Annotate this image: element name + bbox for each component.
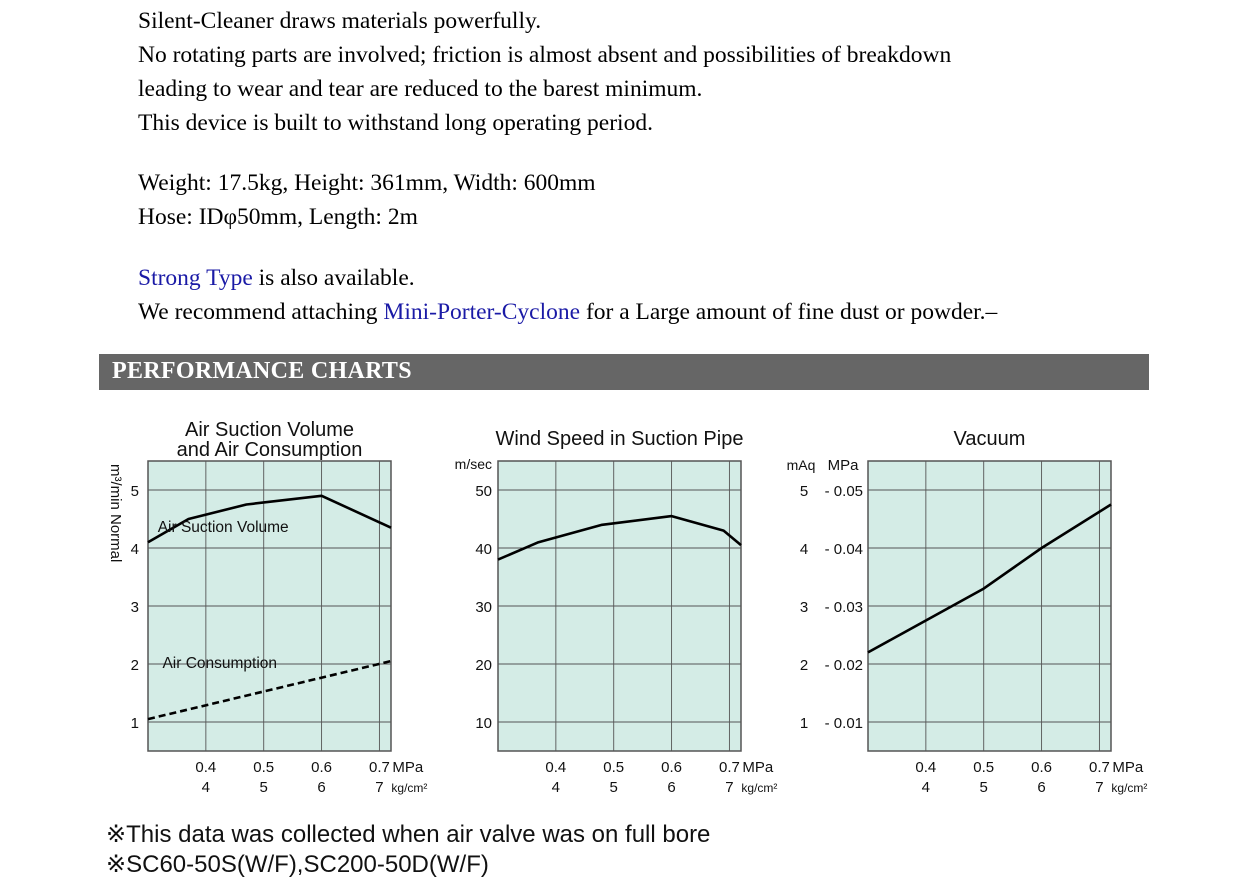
chart2-x-tick-label-kgcm2: 6 bbox=[667, 779, 676, 796]
chart3-x-tick-label: 0.5 bbox=[973, 759, 995, 776]
chart3-x-tick-label-kgcm2: 5 bbox=[979, 779, 988, 796]
chart2-x-tick-label: 0.6 bbox=[661, 759, 683, 776]
chart1-x-tick-label-kgcm2: 6 bbox=[317, 779, 326, 796]
chart1-x-unit-mpa: MPa bbox=[392, 759, 424, 776]
chart2-title: Wind Speed in Suction Pipe bbox=[495, 428, 744, 450]
recommend-pre: We recommend attaching bbox=[138, 299, 384, 325]
chart1-x-tick-label: 0.4 bbox=[195, 759, 217, 776]
recommend-line bbox=[138, 295, 1138, 329]
chart1-x-tick-label: 0.7 bbox=[368, 759, 390, 776]
chart1-title-line-1: Air Suction Volume bbox=[185, 419, 354, 441]
chart2-y-tick-label: 20 bbox=[475, 657, 492, 674]
chart3-y-tick-label-mpa: - 0.05 bbox=[824, 483, 863, 500]
performance-charts bbox=[99, 398, 1149, 808]
chart2-x-tick-label-kgcm2: 4 bbox=[551, 779, 561, 796]
chart3-y-tick-label-mpa: - 0.01 bbox=[824, 715, 863, 732]
chart2-x-tick-label: 0.4 bbox=[545, 759, 567, 776]
chart3-y-tick-label: 1 bbox=[799, 715, 809, 732]
chart1-y-tick-label: 5 bbox=[130, 483, 139, 500]
chart2-x-tick-label-kgcm2: 7 bbox=[725, 779, 734, 796]
intro-line-1: Silent-Cleaner draws materials powerfully. bbox=[138, 8, 542, 34]
chart2-y-unit-label: m/sec bbox=[454, 456, 492, 472]
strong-type-line bbox=[138, 261, 1138, 295]
chart2-y-tick-label: 10 bbox=[475, 715, 492, 732]
chart2-x-unit-mpa: MPa bbox=[742, 759, 774, 776]
section-title: PERFORMANCE CHARTS bbox=[112, 358, 412, 384]
chart1-x-tick-label-kgcm2: 4 bbox=[201, 779, 211, 796]
chart3-x-unit-mpa: MPa bbox=[1112, 759, 1144, 776]
chart3-y-unit-label-maq: mAq bbox=[786, 457, 816, 473]
chart2-y-tick-label: 30 bbox=[475, 599, 492, 616]
chart3-y-tick-label-mpa: - 0.03 bbox=[824, 599, 863, 616]
intro-line-3: leading to wear and tear are reduced to the barest minimum. bbox=[138, 76, 703, 102]
chart3-x-tick-label-kgcm2: 6 bbox=[1037, 779, 1046, 796]
chart1-x-tick-label-kgcm2: 7 bbox=[375, 779, 384, 796]
chart3-y-tick-label: 5 bbox=[799, 483, 809, 500]
chart3-y-tick-label: 2 bbox=[799, 657, 809, 674]
chart2-x-tick-label-kgcm2: 5 bbox=[609, 779, 618, 796]
chart3-y-tick-label-mpa: - 0.02 bbox=[824, 657, 863, 674]
chart1-y-tick-label: 2 bbox=[130, 657, 139, 674]
strong-type-link[interactable]: Strong Type bbox=[138, 265, 253, 291]
chart2-y-tick-label: 40 bbox=[475, 541, 492, 558]
spec-line-2: Hose: IDφ50mm, Length: 2m bbox=[138, 204, 418, 230]
chart3-x-unit-kgcm2: kg/cm² bbox=[1111, 781, 1148, 795]
chart1-y-tick-label: 3 bbox=[130, 599, 139, 616]
chart3-y-unit-label-mpa: MPa bbox=[827, 457, 859, 474]
chart3-x-tick-label: 0.4 bbox=[915, 759, 937, 776]
chart3-y-tick-label: 4 bbox=[799, 541, 809, 558]
chart2-x-tick-label: 0.5 bbox=[603, 759, 625, 776]
chart3-y-tick-label-mpa: - 0.04 bbox=[824, 541, 863, 558]
intro-line-4: This device is built to withstand long operating period. bbox=[138, 110, 653, 136]
strong-type-rest: is also available. bbox=[252, 265, 415, 291]
performance-charts-header bbox=[99, 354, 1149, 390]
spec-line-1: Weight: 17.5kg, Height: 361mm, Width: 600mm bbox=[138, 170, 596, 196]
chart1-y-tick-label: 1 bbox=[130, 715, 139, 732]
chart1-x-tick-label: 0.5 bbox=[253, 759, 275, 776]
chart3-x-tick-label: 0.6 bbox=[1031, 759, 1053, 776]
chart3-title: Vacuum bbox=[953, 428, 1026, 450]
chart1-x-unit-kgcm2: kg/cm² bbox=[391, 781, 428, 795]
chart2-x-unit-kgcm2: kg/cm² bbox=[741, 781, 778, 795]
chart1-x-tick-label-kgcm2: 5 bbox=[259, 779, 268, 796]
mini-porter-cyclone-link[interactable]: Mini-Porter-Cyclone bbox=[383, 299, 581, 325]
chart2-y-tick-label: 50 bbox=[475, 483, 492, 500]
chart3-y-tick-label: 3 bbox=[799, 599, 809, 616]
chart1-y-axis-label: m³/min Normal bbox=[107, 464, 124, 563]
chart2-x-tick-label: 0.7 bbox=[718, 759, 740, 776]
chart1-series-label-air-suction: Air Suction Volume bbox=[157, 518, 289, 536]
chart1-series-label-air-consumption: Air Consumption bbox=[162, 655, 278, 673]
chart1-y-tick-label: 4 bbox=[130, 541, 139, 558]
chart3-x-tick-label-kgcm2: 4 bbox=[921, 779, 931, 796]
chart3-x-tick-label: 0.7 bbox=[1088, 759, 1110, 776]
chart3-x-tick-label-kgcm2: 7 bbox=[1095, 779, 1104, 796]
chart1-title-line-2: and Air Consumption bbox=[176, 439, 363, 461]
note-models: ※SC60-50S(W/F),SC200-50D(W/F) bbox=[106, 851, 489, 878]
intro-line-2: No rotating parts are involved; friction is almost absent and possibilities of breakdown bbox=[138, 42, 952, 68]
chart1-x-tick-label: 0.6 bbox=[311, 759, 333, 776]
note-full-bore: ※This data was collected when air valve was on full bore bbox=[106, 821, 711, 848]
recommend-post: for a Large amount of fine dust or powder.– bbox=[580, 299, 998, 325]
intro-text bbox=[138, 4, 1138, 329]
